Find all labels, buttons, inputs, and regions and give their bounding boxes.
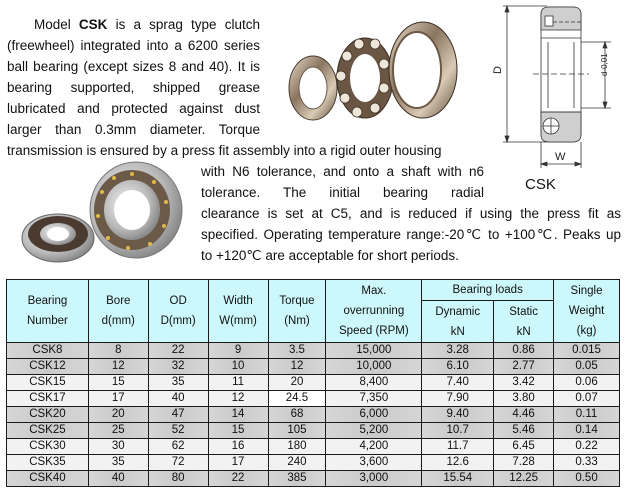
intro-line: lubricated and protected against dust [7, 101, 260, 116]
header-static: Static kN [494, 301, 554, 343]
intro-line: bearing supported, shipped grease [7, 80, 260, 95]
table-row: CSK40 40 80 22 385 3,000 15.54 12.25 0.50 [7, 471, 620, 487]
spec-table [6, 279, 620, 487]
table-row: CSK25 25 52 15 105 5,200 10.7 5.46 0.14 [7, 423, 620, 439]
table-row: CSK35 35 72 17 240 3,600 12.6 7.28 0.33 [7, 455, 620, 471]
table-row: CSK8 8 22 9 3.5 15,000 3.28 0.86 0.015 [7, 343, 620, 359]
header-dynamic: Dynamic kN [422, 301, 494, 343]
header-bearing-number: Bearing Number [7, 280, 89, 343]
csk-cross-section-diagram [483, 2, 623, 192]
svg-text:d-0,01: d-0,01 [600, 53, 609, 76]
header-torque: Torque (Nm) [268, 280, 326, 343]
exploded-bearing-image [283, 12, 468, 132]
header-weight: Single Weight (kg) [554, 280, 620, 343]
model-name: CSK [78, 17, 108, 32]
header-bore: Bore d(mm) [88, 280, 148, 343]
header-speed: Max. overrunning Speed (RPM) [326, 280, 422, 343]
table-row: CSK15 15 35 11 20 8,400 7.40 3.42 0.06 [7, 375, 620, 391]
intro-line: ball bearing (except sizes 8 and 40). It is [7, 59, 260, 74]
header-width: Width W(mm) [208, 280, 268, 343]
header-od: OD D(mm) [148, 280, 208, 343]
intro-line: Model CSK is a sprag type clutch [34, 17, 260, 32]
intro-wide-lines: clearance is set at C5, and is reduced if using the press fit as specified. Operating temperature range:-20℃ to +100℃. Peaks up to +120℃ are acceptable for short periods. [201, 206, 621, 263]
intro-paragraph [7, 14, 260, 140]
header-bearing-loads: Bearing loads [422, 280, 554, 301]
intro-narrow-lines: with N6 tolerance, and onto a shaft with n6 tolerance. The initial bearing radial [201, 164, 484, 200]
diagram-caption: CSK [525, 176, 556, 193]
intro-wide-line: transmission is ensured by a press fit assembly into a rigid outer housing [7, 143, 442, 158]
svg-text:W: W [555, 151, 566, 163]
svg-text:D: D [492, 66, 504, 74]
table-row: CSK17 17 40 12 24.5 7,350 7.90 3.80 0.07 [7, 391, 620, 407]
intro-line: larger than 0.3mm diameter. Torque [7, 122, 260, 137]
bearings-photo [8, 160, 188, 265]
intro-line: (freewheel) integrated into a 6200 series [7, 38, 260, 53]
table-row: CSK12 12 32 10 12 10,000 6.10 2.77 0.05 [7, 359, 620, 375]
table-row: CSK30 30 62 16 180 4,200 11.7 6.45 0.22 [7, 439, 620, 455]
table-row: CSK20 20 47 14 68 6,000 9.40 4.46 0.11 [7, 407, 620, 423]
